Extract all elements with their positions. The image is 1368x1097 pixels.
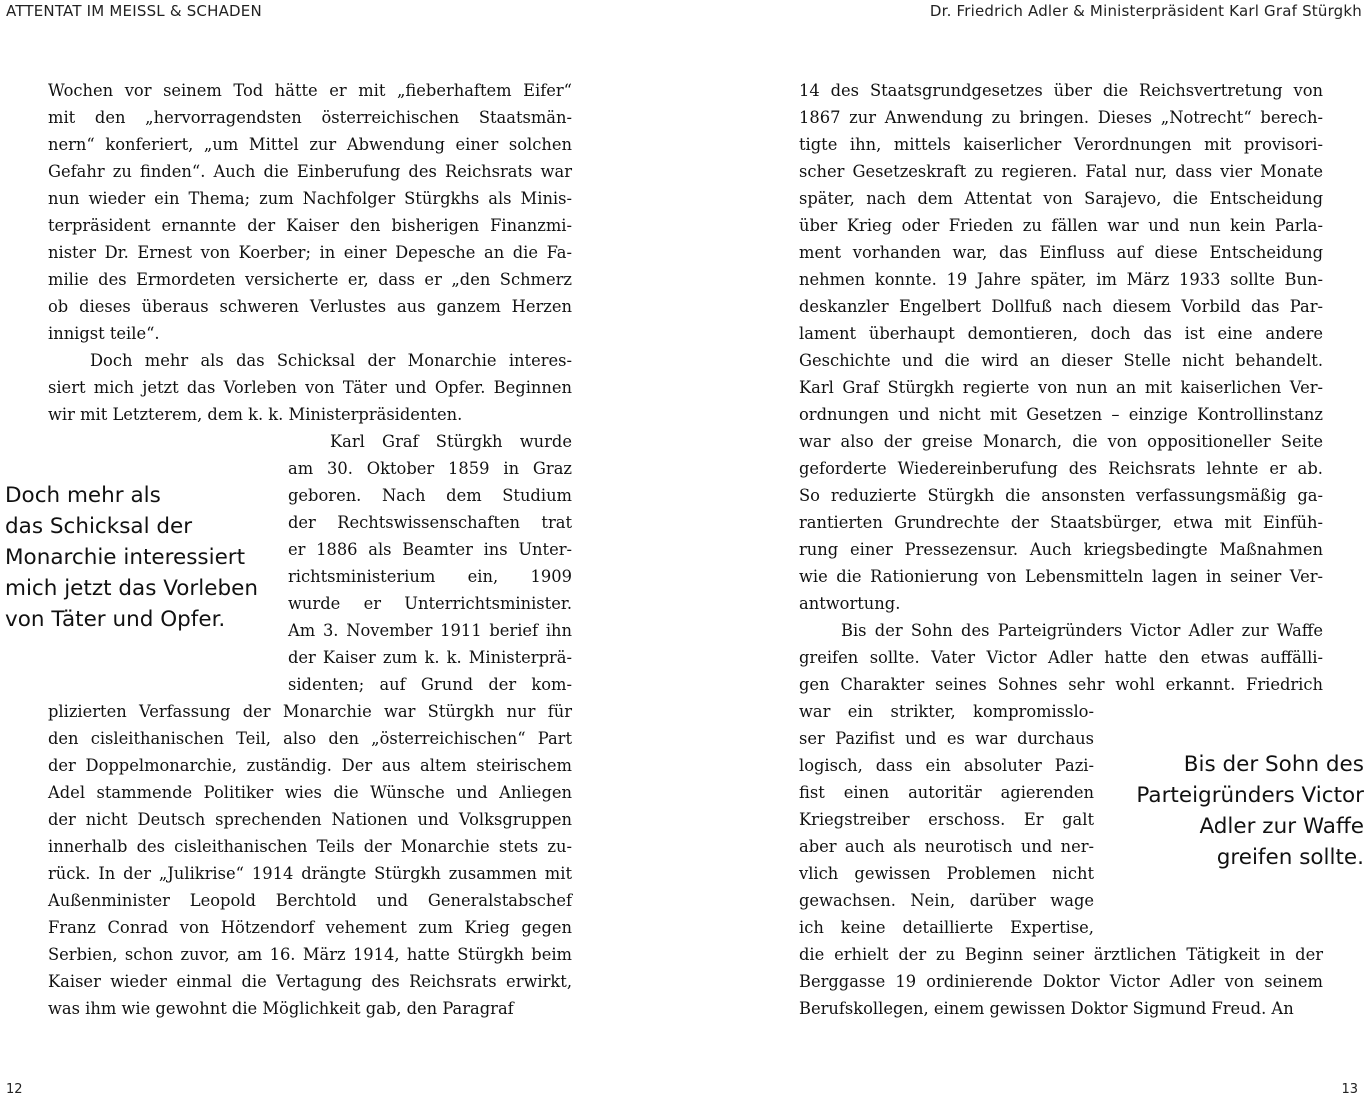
text-line: Karl Graf Stürgkh wurde <box>330 432 572 451</box>
text-line: Franz Conrad von Hötzendorf vehement zum Krieg gegen <box>48 918 572 937</box>
pull-quote-right <box>1136 749 1364 873</box>
text-line: innerhalb des cisleithanischen Teils der Monarchie stets zu- <box>48 837 572 856</box>
text-line: ser Pazifist und es war durchaus <box>799 729 1094 748</box>
text-line: sidenten; auf Grund der kom- <box>288 675 572 694</box>
text-line: Doch mehr als das Schicksal der Monarchie interes- <box>90 351 572 370</box>
text-line: wie die Rationierung von Lebensmitteln lagen in seiner Ver- <box>799 567 1323 586</box>
text-line: 14 des Staatsgrundgesetzes über die Reichsvertretung von <box>799 81 1323 100</box>
text-line: So reduzierte Stürgkh die ansonsten verfassungsmäßig ga- <box>799 486 1323 505</box>
text-line: der nicht Deutsch sprechenden Nationen und Volksgruppen <box>48 810 572 829</box>
text-line: Kaiser wieder einmal die Vertagung des Reichsrats erwirkt, <box>48 972 572 991</box>
text-line: scher Gesetzeskraft zu regieren. Fatal nur, dass vier Monate <box>799 162 1323 181</box>
text-line: ob dieses überaus schweren Verlustes aus ganzem Herzen <box>48 297 572 316</box>
pull-quote-line: greifen sollte. <box>1216 845 1364 870</box>
text-line: später, nach dem Attentat von Sarajevo, die Entscheidung <box>799 189 1323 208</box>
text-line: wir mit Letzterem, dem k. k. Ministerpräsidenten. <box>48 405 463 424</box>
text-line: lament überhaupt demontieren, doch das ist eine andere <box>799 324 1323 343</box>
text-line: wurde er Unterrichtsminister. <box>288 594 572 613</box>
page-number-left: 12 <box>6 1082 23 1097</box>
text-line: aber auch als neurotisch und ner- <box>799 837 1094 856</box>
text-line: innigst teile“. <box>48 324 160 343</box>
text-line: milie des Ermordeten versicherte er, dass er „den Schmerz <box>48 270 572 289</box>
text-line: der Rechtswissenschaften trat <box>288 513 572 532</box>
text-line: deskanzler Engelbert Dollfuß nach diesem Vorbild das Par- <box>799 297 1323 316</box>
text-line: richtsministerium ein, 1909 <box>288 567 572 586</box>
text-line: Adel stammende Politiker wies die Wünsche und Anliegen <box>48 783 572 802</box>
text-line: gen Charakter seines Sohnes sehr wohl erkannt. Friedrich <box>799 675 1323 694</box>
text-line: was ihm wie gewohnt die Möglichkeit gab, den Paragraf <box>48 999 514 1018</box>
pull-quote-line: Parteigründers Victor <box>1136 783 1364 808</box>
running-header-right: Dr. Friedrich Adler & Ministerpräsident Karl Graf Stürgkh <box>929 2 1362 20</box>
text-line: war ein strikter, kompromisslo- <box>799 702 1094 721</box>
text-line: vlich gewissen Problemen nicht <box>799 864 1094 883</box>
text-line: Karl Graf Stürgkh regierte von nun an mit kaiserlichen Ver- <box>799 378 1323 397</box>
text-line: Bis der Sohn des Parteigründers Victor Adler zur Waffe <box>841 621 1323 640</box>
text-line: Serbien, schon zuvor, am 16. März 1914, hatte Stürgkh beim <box>48 945 572 964</box>
text-line: Gefahr zu finden“. Auch die Einberufung des Reichsrats war <box>48 162 572 181</box>
pull-quote-line: Doch mehr als <box>5 483 161 508</box>
text-line: ment vorhanden war, das Einfluss auf diese Entscheidung <box>799 243 1323 262</box>
text-line: Am 3. November 1911 berief ihn <box>288 621 572 640</box>
pull-quote-line: von Täter und Opfer. <box>5 607 226 632</box>
text-line: ordnungen und nicht mit Gesetzen – einzige Kontrollinstanz <box>799 405 1323 424</box>
text-line: Außenminister Leopold Berchtold und Generalstabschef <box>48 891 572 910</box>
pull-quote-line: mich jetzt das Vorleben <box>5 576 258 601</box>
text-line: logisch, dass ein absoluter Pazi- <box>799 756 1094 775</box>
text-line: die erhielt der zu Beginn seiner ärztlichen Tätigkeit in der <box>799 945 1323 964</box>
text-line: ich keine detaillierte Expertise, <box>799 918 1094 937</box>
pull-quote-left <box>5 480 258 635</box>
text-line: nern“ konferiert, „um Mittel zur Abwendung einer solchen <box>48 135 572 154</box>
text-line: geboren. Nach dem Studium <box>288 486 572 505</box>
page-number-right: 13 <box>1341 1082 1358 1097</box>
text-line: der Kaiser zum k. k. Ministerprä- <box>288 648 572 667</box>
text-line: Berggasse 19 ordinierende Doktor Victor Adler von seinem <box>799 972 1323 991</box>
text-line: rung einer Pressezensur. Auch kriegsbedingte Maßnahmen <box>799 540 1323 559</box>
text-line: tigte ihn, mittels kaiserlicher Verordnungen mit provisori- <box>799 135 1323 154</box>
text-line: rück. In der „Julikrise“ 1914 drängte Stürgkh zusammen mit <box>48 864 572 883</box>
pull-quote-line: Monarchie interessiert <box>5 545 246 570</box>
pull-quote-line: Bis der Sohn des <box>1183 752 1364 777</box>
text-line: nister Dr. Ernest von Koerber; in einer Depesche an die Fa- <box>48 243 572 262</box>
text-line: nehmen konnte. 19 Jahre später, im März 1933 sollte Bun- <box>799 270 1323 289</box>
text-line: war also der greise Monarch, die von oppositioneller Seite <box>799 432 1323 451</box>
text-line: Wochen vor seinem Tod hätte er mit „fieberhaftem Eifer“ <box>48 81 572 100</box>
text-line: Kriegstreiber erschoss. Er galt <box>799 810 1094 829</box>
text-line: 1867 zur Anwendung zu bringen. Dieses „Notrecht“ berech- <box>799 108 1323 127</box>
text-line: mit den „hervorragendsten österreichischen Staatsmän- <box>48 108 572 127</box>
text-line: nun wieder ein Thema; zum Nachfolger Stürgkhs als Minis- <box>48 189 572 208</box>
text-line: Berufskollegen, einem gewissen Doktor Sigmund Freud. An <box>799 999 1294 1018</box>
text-line: gewachsen. Nein, darüber wage <box>799 891 1094 910</box>
text-line: greifen sollte. Vater Victor Adler hatte den etwas auffälli- <box>799 648 1323 667</box>
text-line: den cisleithanischen Teil, also den „österreichischen“ Part <box>48 729 572 748</box>
text-line: rantierten Grundrechte der Staatsbürger, etwa mit Einfüh- <box>799 513 1323 532</box>
text-line: siert mich jetzt das Vorleben von Täter und Opfer. Beginnen <box>48 378 572 397</box>
running-header-left: ATTENTAT IM MEISSL & SCHADEN <box>6 2 262 20</box>
text-line: geforderte Wiedereinberufung des Reichsrats lehnte er ab. <box>799 459 1323 478</box>
text-line: er 1886 als Beamter ins Unter- <box>288 540 572 559</box>
pull-quote-line: Adler zur Waffe <box>1199 814 1364 839</box>
text-line: über Krieg oder Frieden zu fällen war und nun kein Parla- <box>799 216 1323 235</box>
text-line: der Doppelmonarchie, zuständig. Der aus altem steirischem <box>48 756 572 775</box>
text-line: fist einen autoritär agierenden <box>799 783 1094 802</box>
text-line: terpräsident ernannte der Kaiser den bisherigen Finanzmi- <box>48 216 572 235</box>
text-line: am 30. Oktober 1859 in Graz <box>288 459 572 478</box>
text-line: antwortung. <box>799 594 901 613</box>
text-line: plizierten Verfassung der Monarchie war Stürgkh nur für <box>48 702 572 721</box>
pull-quote-line: das Schicksal der <box>5 514 193 539</box>
text-line: Geschichte und die wird an dieser Stelle nicht behandelt. <box>799 351 1323 370</box>
